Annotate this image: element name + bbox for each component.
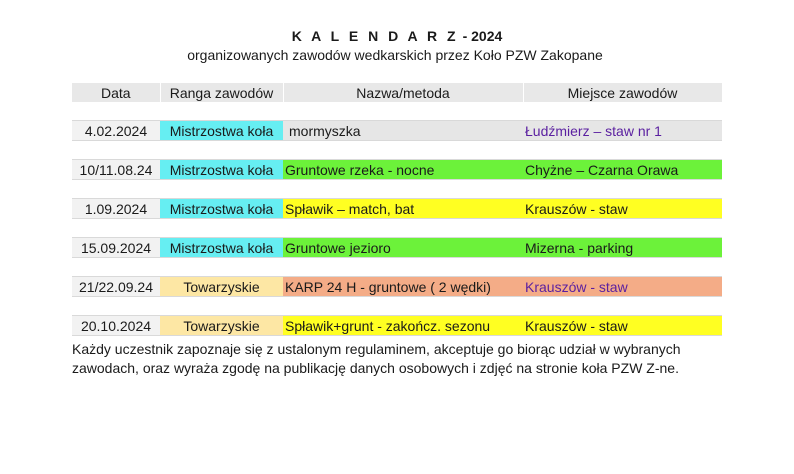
cell-place: Krauszów - staw: [523, 277, 722, 297]
table-row: [72, 199, 722, 219]
cell-date: 21/22.09.24: [72, 277, 160, 297]
table-row: [72, 238, 722, 258]
cell-rank: Towarzyskie: [160, 316, 283, 336]
cell-place: Krauszów - staw: [523, 316, 722, 336]
cell-date: 4.02.2024: [72, 121, 160, 141]
spacer-cell: [72, 141, 722, 160]
calendar-title: [0, 28, 794, 44]
calendar-subtitle: organizowanych zawodów wedkarskich przez Koło PZW Zakopane: [187, 47, 603, 63]
table-row: [72, 277, 722, 297]
cell-rank: Mistrzostwa koła: [160, 199, 283, 219]
calendar-table: [72, 83, 723, 336]
row-spacer: [72, 102, 722, 121]
spacer-cell: [72, 102, 722, 121]
cell-rank: Towarzyskie: [160, 277, 283, 297]
cell-place: Chyżne – Czarna Orawa: [523, 160, 722, 180]
cell-name: Gruntowe rzeka - nocne: [283, 160, 523, 180]
cell-name: mormyszka: [283, 121, 523, 141]
cell-name: Gruntowe jezioro: [283, 238, 523, 258]
table-row: [72, 160, 722, 180]
cell-name: Spławik – match, bat: [283, 199, 523, 219]
table-row: [72, 316, 722, 336]
cell-name: KARP 24 H - gruntowe ( 2 wędki): [283, 277, 523, 297]
cell-date: 15.09.2024: [72, 238, 160, 258]
cell-date: 1.09.2024: [72, 199, 160, 219]
row-spacer: [72, 297, 722, 316]
table-row: [72, 121, 722, 141]
cell-date: 20.10.2024: [72, 316, 160, 336]
spacer-cell: [72, 180, 722, 199]
spacer-cell: [72, 297, 722, 316]
cell-rank: Mistrzostwa koła: [160, 238, 283, 258]
cell-place: Krauszów - staw: [523, 199, 722, 219]
spacer-cell: [72, 258, 722, 277]
col-header-name: Nazwa/metoda: [283, 83, 523, 102]
cell-name: Spławik+grunt - zakończ. sezonu: [283, 316, 523, 336]
cell-date: 10/11.08.24: [72, 160, 160, 180]
cell-place: Mizerna - parking: [523, 238, 722, 258]
table-header-row: [72, 83, 722, 102]
cell-rank: Mistrzostwa koła: [160, 160, 283, 180]
col-header-date: Data: [72, 83, 160, 102]
cell-place: Łudźmierz – staw nr 1: [523, 121, 722, 141]
regulations-note: Każdy uczestnik zapoznaje się z ustalonym regulaminem, akceptuje go biorąc udział w wybranych zawodach, oraz wyraża zgodę na publikację danych osobowych i zdjęć na stronie koła PZW Z-ne.: [72, 341, 681, 376]
cell-rank: Mistrzostwa koła: [160, 121, 283, 141]
row-spacer: [72, 141, 722, 160]
title-text: K A L E N D A R Z: [291, 28, 459, 44]
spacer-cell: [72, 219, 722, 238]
calendar-body: [72, 102, 722, 336]
col-header-rank: Ranga zawodów: [160, 83, 283, 102]
col-header-place: Miejsce zawodów: [523, 83, 722, 102]
row-spacer: [72, 258, 722, 277]
row-spacer: [72, 219, 722, 238]
row-spacer: [72, 180, 722, 199]
title-year: - 2024: [462, 28, 503, 44]
